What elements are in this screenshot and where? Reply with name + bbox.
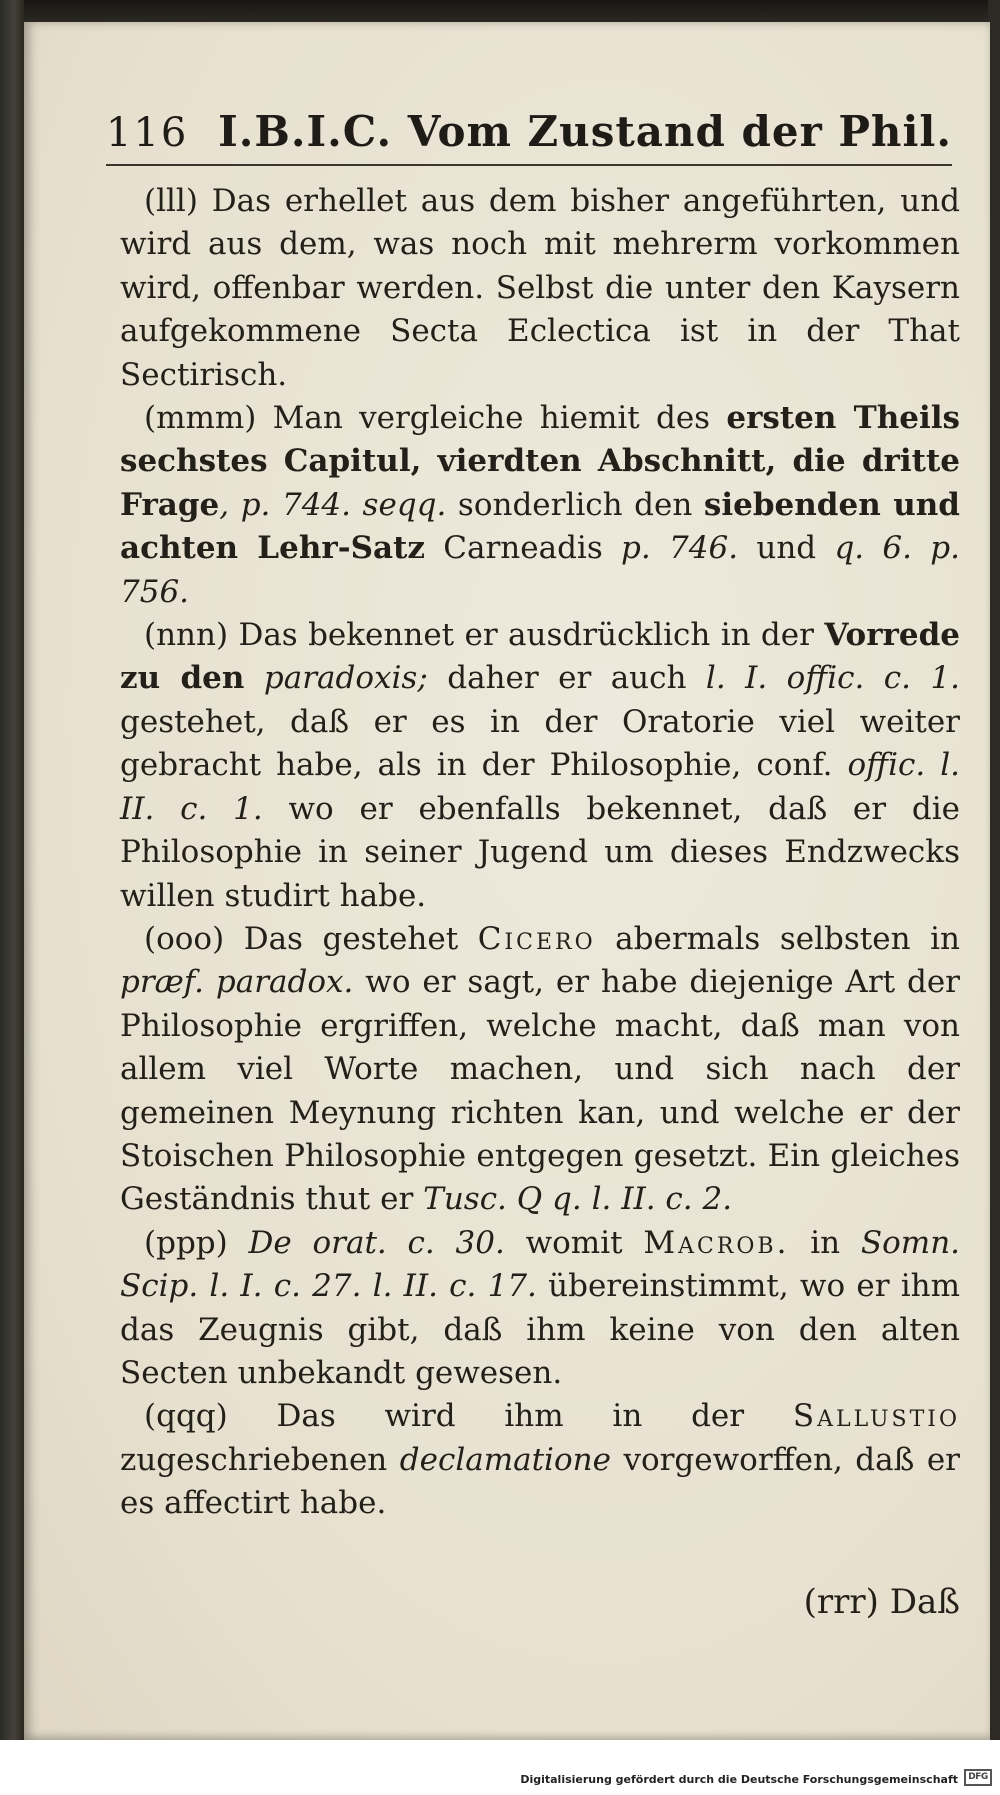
footnote-smallcaps-run: Cicero (477, 920, 596, 957)
footnote-smallcaps-run: Macrob. (643, 1224, 790, 1261)
footnote-citation: Tusc. Q q. l. II. c. 2. (423, 1181, 733, 1218)
footnote-text-run: wo er ebenfalls bekennet, daß er die Philosophie in seiner Jugend um dieses Endzwecks willen studirt habe. (120, 790, 960, 914)
footnote-text-run: sonderlich den (457, 486, 693, 523)
footnote-citation: præf. paradox. (120, 964, 354, 1001)
footnote-bold-run: siebenden und achten Lehr-Satz (120, 486, 960, 567)
footnote-mark: (mmm) (144, 400, 257, 437)
footnote-text-run: Man vergleiche hiemit des (272, 400, 711, 437)
footnote-text-run: vorgeworffen, daß er es affectirt habe. (120, 1441, 960, 1522)
footnote-ppp (120, 1222, 960, 1396)
footnote-text (120, 180, 960, 1526)
footnote-text-run: Das gestehet (243, 920, 459, 957)
footnote-citation: offic. l. II. c. 1. (120, 747, 960, 827)
footnote-citation: paradoxis; (263, 660, 428, 697)
footnote-body: Das erhellet aus dem bisher angeführten, und wird aus dem, was noch mit mehrerm vorkommen wird, offenbar werden. Selbst die unter den Kaysern aufgekommene Secta Eclectica ist in der That Sectirisch. (120, 183, 960, 393)
footnote-text-run: und (756, 530, 817, 567)
footnote-text-run: Das wird ihm in der (276, 1398, 745, 1435)
footnote-citation: De orat. c. 30. (248, 1224, 505, 1261)
footnote-text-run: gestehet, daß er es in der Oratorie viel weiter gebracht habe, als in der Philosophie, conf. (120, 703, 960, 784)
dfg-logo-icon: DFG (964, 1769, 992, 1786)
footnote-text-run: zugeschriebenen (120, 1441, 388, 1478)
footnote-text-run: übereinstimmt, wo er ihm das Zeugnis gibt, daß ihm keine von den alten Secten unbekandt gewesen. (120, 1268, 960, 1391)
scan-frame-left (0, 0, 24, 1740)
footnote-citation: , p. 744. seqq. (219, 486, 447, 523)
footnote-mark: (nnn) (144, 617, 229, 654)
page-number: 116 (106, 110, 189, 156)
footnote-citation: p. 746. (621, 530, 739, 567)
footnote-text-run: Das bekennet er ausdrücklich in der (238, 617, 814, 654)
scan-frame-top (0, 0, 1000, 22)
footnote-mmm (120, 397, 960, 614)
footnote-bold-run: Vorrede zu den (120, 617, 960, 697)
footnote-lll (120, 180, 960, 397)
footnote-smallcaps-run: Sallustio (792, 1398, 960, 1435)
footnote-qqq (120, 1395, 960, 1525)
running-title: I.B.I.C. Vom Zustand der Phil. (218, 107, 952, 156)
footnote-mark: (ooo) (144, 920, 225, 957)
catchword: (rrr) Daß (803, 1582, 960, 1622)
footnote-mark: (qqq) (144, 1398, 228, 1435)
footer-band (0, 1740, 1000, 1795)
footnote-nnn (120, 614, 960, 918)
footnote-text-run: in (810, 1224, 841, 1261)
footnote-mark: (lll) (144, 183, 198, 219)
footnote-ooo (120, 918, 960, 1222)
footnote-citation: q. 6. p. 756. (120, 530, 960, 610)
footnote-text-run: abermals selbsten in (615, 920, 960, 957)
footnote-text-run: daher er auch (447, 660, 687, 697)
footnote-citation: Somn. Scip. l. I. c. 27. l. II. c. 17. (120, 1224, 961, 1305)
footnote-mark: (ppp) (144, 1224, 228, 1261)
footnote-citation: l. I. offic. c. 1. (705, 660, 961, 697)
footnote-text-run: womit (525, 1224, 623, 1261)
footnote-bold-run: ersten Theils sechstes Capitul, vierdten Abschnitt, die dritte Frage (120, 400, 960, 523)
funding-credit: Digitalisierung gefördert durch die Deutsche Forschungsgemeinschaft (520, 1773, 958, 1786)
footnote-text-run: wo er sagt, er habe diejenige Art der Philosophie ergriffen, welche macht, daß man von allem viel Worte machen, und sich nach der gemeinen Meynung richten kan, und welche er der Stoischen Philosophie entgegen gesetzt. Ein gleiches Geständnis thut er (120, 964, 960, 1218)
page-header (106, 94, 952, 166)
footnote-text-run: Carneadis (443, 530, 603, 567)
footnote-citation: declamatione (399, 1441, 611, 1478)
